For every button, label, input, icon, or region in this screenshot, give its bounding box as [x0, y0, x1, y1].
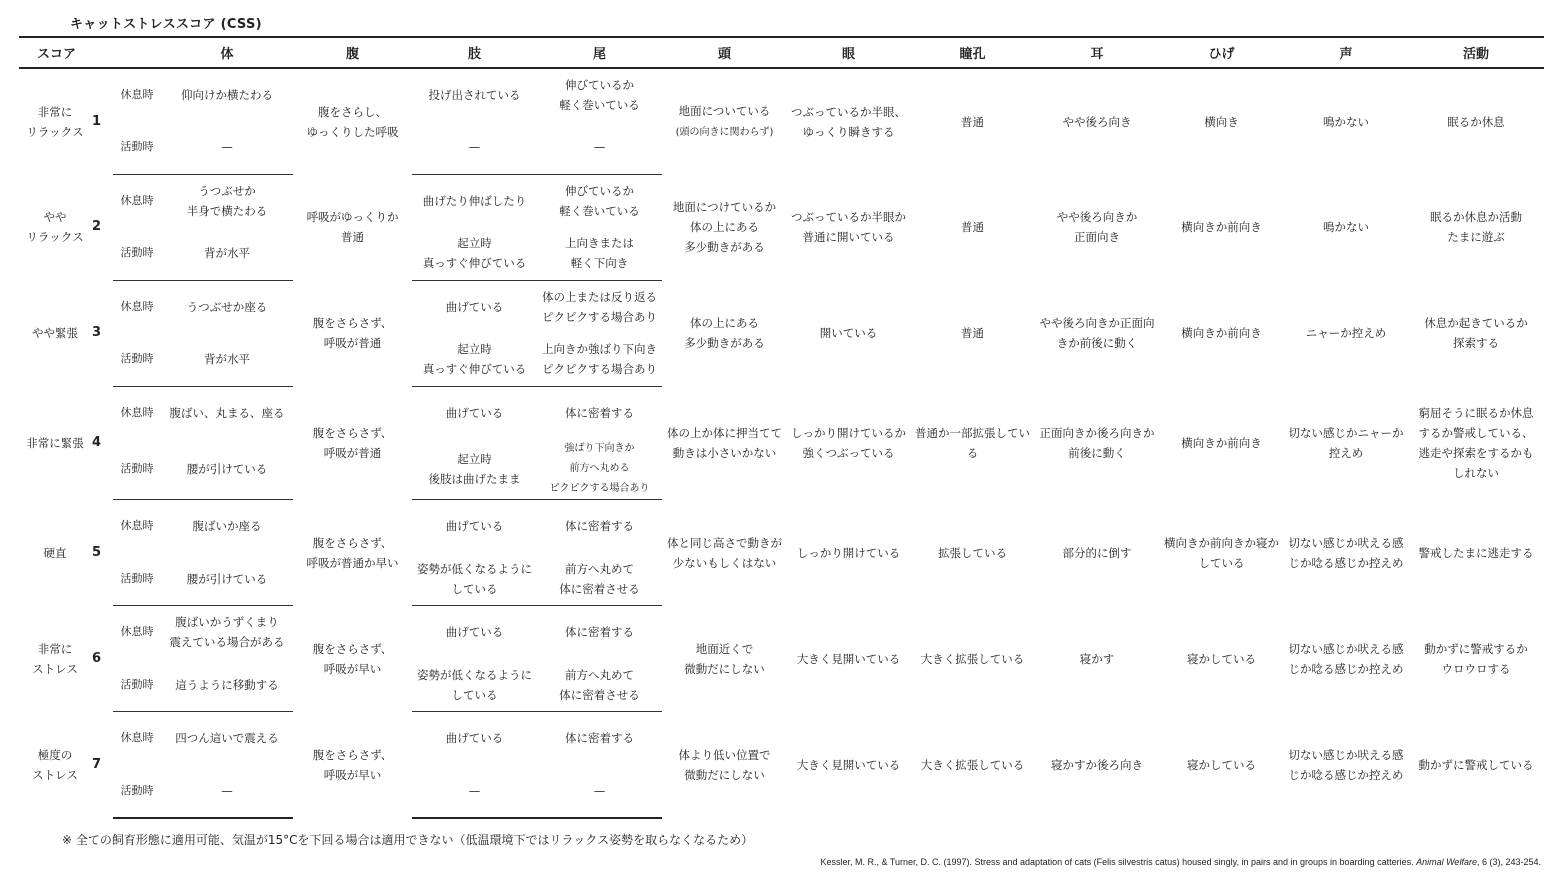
body-active-cell: 腰が引けている — [161, 553, 293, 606]
score-row-3-rest — [19, 280, 1544, 333]
ears-cell: 寝かすか後ろ向き — [1051, 757, 1144, 772]
level-label: 硬直 — [43, 545, 67, 560]
eyes-cell: しっかり開けている — [796, 545, 901, 560]
header-score: スコア — [19, 37, 161, 68]
whiskers-cell: 寝かしている — [1187, 757, 1257, 772]
active-label: 活動時 — [113, 553, 161, 606]
tail-active-cell: — — [537, 121, 662, 174]
voice-cell: 切ない感じかニャーか 控えめ — [1288, 425, 1404, 460]
page-title: キャットストレススコア (CSS) — [70, 17, 262, 32]
voice-cell: 鳴かない — [1323, 114, 1370, 129]
pupils-cell: 大きく拡張している — [920, 757, 1025, 772]
tail-rest-cell: 体の上または反り返る ピクピクする場合あり — [542, 289, 658, 324]
footnote: ※ 全ての飼育形態に適用可能、気温が15°Cを下回る場合は適用できない（低温環境下ではリラックス姿勢を取らなくなるため） — [62, 833, 754, 847]
pupils-cell: 普通 — [961, 114, 985, 129]
limbs-active-cell: — — [412, 121, 537, 174]
head-cell — [662, 68, 787, 174]
ears-cell: 正面向きか後ろ向きか 前後に動く — [1039, 425, 1155, 460]
header-head: 頭 — [662, 37, 787, 68]
level-label: 極度の ストレス — [32, 747, 78, 782]
score-number: 1 — [92, 113, 102, 129]
header-ears: 耳 — [1035, 37, 1159, 68]
head-text: 地面につけているか 体の上にある 多少動きがある — [672, 200, 777, 254]
body-rest-cell: 腹ばいかうずくまり 震えている場合がある — [169, 615, 285, 650]
score-number: 6 — [92, 650, 102, 666]
header-voice: 声 — [1284, 37, 1408, 68]
body-active-cell: — — [161, 765, 293, 818]
body-rest-cell: 腹ばい、丸まる、座る — [169, 405, 285, 420]
score-number: 2 — [92, 219, 102, 234]
ears-cell: 部分的に倒す — [1062, 545, 1132, 560]
limbs-active-cell: 姿勢が低くなるように している — [412, 553, 537, 606]
head-text: 地面についている — [678, 104, 771, 118]
activity-cell: 休息か起きているか 探索する — [1424, 316, 1528, 350]
ears-cell: やや後ろ向きか正面向 きか前後に動く — [1039, 316, 1155, 350]
pupils-cell: 普通か一部拡張してい る — [915, 425, 1031, 460]
whiskers-cell: 横向きか前向き — [1181, 326, 1262, 340]
tail-active-cell: 強ばり下向きか 前方へ丸める ピクピクする場合あり — [537, 439, 662, 500]
rest-label: 休息時 — [120, 519, 154, 533]
activity-cell: 眠るか休息か活動 たまに遊ぶ — [1430, 210, 1523, 244]
tail-rest-cell: 体に密着する — [565, 519, 635, 534]
eyes-cell: 開いている — [819, 326, 878, 340]
limbs-active-cell: 姿勢が低くなるように している — [412, 659, 537, 712]
belly-cell: 腹をさらさず、 呼吸が普通 — [312, 425, 393, 460]
voice-cell: ニャーか控えめ — [1305, 326, 1387, 340]
citation-text: Kessler, M. R., & Turner, D. C. (1997). Stress and adaptation of cats (Felis silvestris catus) housed singly, in pairs and in groups in boarding catteries. — [820, 857, 1414, 867]
tail-active-cell: 上向きまたは 軽く下向き — [537, 227, 662, 280]
score-row-5-rest — [19, 500, 1544, 553]
pupils-cell: 大きく拡張している — [920, 651, 1025, 666]
tail-rest-cell: 体に密着する — [565, 405, 635, 420]
score-row-4-rest — [19, 386, 1544, 439]
score-row-6-rest — [19, 606, 1544, 659]
level-label: 非常に緊張 — [26, 435, 84, 450]
head-text: 体と同じ高さで動きが 少ないもしくはない — [667, 535, 783, 570]
eyes-cell: しっかり開けているか 強くつぶっている — [791, 425, 907, 460]
active-label: 活動時 — [113, 333, 161, 386]
body-rest-cell: うつぶせか 半身で横たわる — [186, 183, 268, 218]
eyes-cell: つぶっているか半眼、 ゆっくり瞬きする — [791, 104, 907, 139]
tail-rest-cell: 体に密着する — [565, 731, 635, 746]
header-whiskers: ひげ — [1159, 37, 1284, 68]
eyes-cell: 大きく見開いている — [796, 651, 901, 666]
limbs-rest-cell: 曲げている — [445, 405, 504, 420]
head-cell — [662, 386, 787, 500]
score-number: 7 — [92, 756, 102, 772]
active-label: 活動時 — [113, 227, 161, 280]
body-active-cell: 這うように移動する — [161, 659, 293, 712]
eyes-cell: 大きく見開いている — [796, 757, 901, 772]
head-cell — [662, 174, 787, 280]
active-label: 活動時 — [113, 439, 161, 500]
limbs-rest-cell: 曲げている — [445, 519, 504, 534]
citation-journal: Animal Welfare — [1416, 857, 1477, 867]
whiskers-cell: 横向き — [1204, 114, 1239, 129]
body-rest-cell: 腹ばいか座る — [192, 519, 262, 534]
body-active-cell: 背が水平 — [161, 333, 293, 386]
belly-cell: 腹をさらさず、 呼吸が普通 — [312, 316, 393, 350]
belly-cell: 腹をさらさず、 呼吸が早い — [312, 747, 393, 782]
body-rest-cell: 四つん這いで震える — [175, 731, 279, 746]
tail-active-cell: 前方へ丸めて 体に密着させる — [537, 659, 662, 712]
whiskers-cell: 横向きか前向き — [1181, 435, 1262, 450]
limbs-active-cell: 起立時 後肢は曲げたまま — [412, 439, 537, 500]
header-tail: 尾 — [537, 37, 662, 68]
voice-cell: 切ない感じか吠える感 じか唸る感じか控えめ — [1288, 747, 1404, 782]
head-text: 体より低い位置で 微動だにしない — [678, 747, 771, 782]
score-number: 3 — [92, 325, 102, 340]
pupils-cell: 拡張している — [938, 545, 1008, 560]
citation-tail: , 6 (3), 243-254. — [1476, 857, 1541, 867]
body-active-cell: 背が水平 — [161, 227, 293, 280]
tail-rest-cell: 伸びているか 軽く巻いている — [559, 78, 640, 112]
body-active-cell: 腰が引けている — [161, 439, 293, 500]
active-label: 活動時 — [113, 765, 161, 818]
rest-label: 休息時 — [120, 625, 154, 639]
level-label: 非常に ストレス — [32, 641, 78, 676]
header-belly: 腹 — [293, 37, 412, 68]
body-rest-cell: うつぶせか座る — [186, 299, 268, 314]
score-row-7-rest — [19, 712, 1544, 765]
tail-rest-cell: 体に密着する — [565, 625, 635, 640]
head-note: (頭の向きに関わらず) — [675, 127, 774, 138]
belly-cell: 呼吸がゆっくりか 普通 — [306, 210, 399, 244]
pupils-cell: 普通 — [961, 326, 985, 340]
whiskers-cell: 横向きか前向きか寝か している — [1164, 535, 1280, 570]
head-text: 地面近くで 微動だにしない — [684, 641, 765, 676]
score-row-2-rest — [19, 174, 1544, 227]
activity-cell: 眠るか休息 — [1447, 114, 1505, 129]
head-text: 体の上か体に押当てて 動きは小さいかない — [667, 425, 783, 460]
limbs-active-cell: 起立時 真っすぐ伸びている — [412, 333, 537, 386]
activity-cell: 警戒したまに逃走する — [1418, 545, 1534, 560]
limbs-rest-cell: 曲げたり伸ばしたり — [422, 193, 527, 208]
rest-label: 休息時 — [120, 193, 154, 207]
header-pupils: 瞳孔 — [910, 37, 1035, 68]
belly-cell: 腹をさらさず、 呼吸が早い — [312, 641, 393, 676]
belly-cell: 腹をさらし、 ゆっくりした呼吸 — [306, 104, 399, 139]
ears-cell: 寝かす — [1079, 651, 1115, 666]
rest-label: 休息時 — [120, 299, 154, 313]
eyes-cell: つぶっているか半眼か 普通に開いている — [791, 210, 907, 244]
belly-cell: 腹をさらさず、 呼吸が普通か早い — [306, 535, 399, 570]
header-activity: 活動 — [1408, 37, 1544, 68]
tail-active-cell: 上向きか強ばり下向き ピクピクする場合あり — [537, 333, 662, 386]
whiskers-cell: 横向きか前向き — [1181, 220, 1262, 234]
tail-active-cell: 前方へ丸めて 体に密着させる — [537, 553, 662, 606]
voice-cell: 切ない感じか吠える感 じか唸る感じか控えめ — [1288, 641, 1404, 676]
limbs-rest-cell: 曲げている — [445, 731, 504, 746]
activity-cell: 窮屈そうに眠るか休息 するか警戒している、 逃走や探索をするかも しれない — [1418, 405, 1534, 480]
score-number: 4 — [92, 434, 102, 450]
header-eyes: 眼 — [787, 37, 910, 68]
tail-active-cell: — — [537, 765, 662, 818]
whiskers-cell: 寝かしている — [1187, 651, 1257, 666]
active-label: 活動時 — [113, 121, 161, 174]
head-text: 体の上にある 多少動きがある — [684, 316, 765, 350]
head-cell — [662, 280, 787, 386]
body-active-cell: — — [161, 121, 293, 174]
head-cell — [662, 606, 787, 712]
limbs-rest-cell: 曲げている — [445, 625, 504, 640]
tail-rest-cell: 伸びているか 軽く巻いている — [559, 183, 640, 218]
body-rest-cell: 仰向けか横たわる — [181, 88, 274, 102]
score-number: 5 — [92, 544, 102, 560]
level-label: やや リラックス — [26, 210, 84, 244]
citation — [820, 857, 1541, 867]
voice-cell: 切ない感じか吠える感 じか唸る感じか控えめ — [1288, 535, 1404, 570]
limbs-rest-cell: 曲げている — [445, 299, 504, 314]
head-cell — [662, 712, 787, 818]
voice-cell: 鳴かない — [1323, 220, 1370, 234]
header-limbs: 肢 — [412, 37, 537, 68]
rest-label: 休息時 — [120, 88, 154, 101]
cat-stress-score-table — [19, 36, 1544, 819]
limbs-rest-cell: 投げ出されている — [428, 88, 521, 102]
ears-cell: やや後ろ向き — [1062, 114, 1132, 129]
limbs-active-cell: — — [412, 765, 537, 818]
level-label: 非常に リラックス — [26, 104, 84, 139]
active-label: 活動時 — [113, 659, 161, 712]
activity-cell: 動かずに警戒するか ウロウロする — [1424, 641, 1528, 676]
rest-label: 休息時 — [120, 731, 154, 745]
activity-cell: 動かずに警戒している — [1418, 757, 1534, 772]
ears-cell: やや後ろ向きか 正面向き — [1056, 210, 1138, 244]
rest-label: 休息時 — [120, 405, 154, 419]
header-row — [19, 37, 1544, 68]
pupils-cell: 普通 — [961, 220, 985, 234]
level-label: やや緊張 — [32, 326, 78, 340]
score-row-1-rest — [19, 68, 1544, 121]
header-body: 体 — [161, 37, 293, 68]
head-cell — [662, 500, 787, 606]
limbs-active-cell: 起立時 真っすぐ伸びている — [412, 227, 537, 280]
